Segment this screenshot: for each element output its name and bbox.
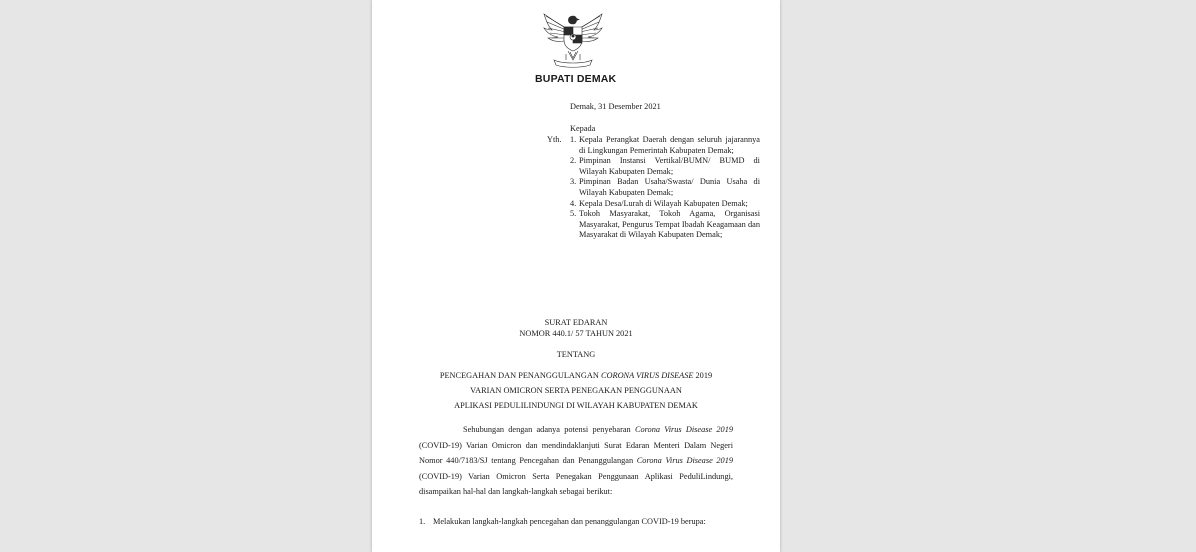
letter-date: Demak, 31 Desember 2021 bbox=[570, 102, 661, 111]
list-item bbox=[570, 199, 760, 210]
addressee-label: Kepada bbox=[570, 124, 596, 133]
paragraph-text: (COVID-19) Varian Omicron Serta Penegakan Penggunaan Aplikasi PeduliLindungi, disampaikan hal-hal dan langkah-langkah sebagai berikut: bbox=[419, 471, 733, 497]
list-item bbox=[570, 177, 760, 198]
document-type: SURAT EDARAN bbox=[544, 318, 608, 327]
paragraph-italic-text: Corona Virus Disease 2019 bbox=[634, 425, 733, 434]
list-item bbox=[570, 135, 760, 156]
list-item-text: Melakukan langkah-langkah pencegahan dan penanggulangan COVID-19 berupa: bbox=[433, 517, 706, 526]
subject-text: PENCEGAHAN DAN PENANGGULANGAN bbox=[439, 371, 601, 380]
list-item-text: Pimpinan Badan Usaha/Swasta/ Dunia Usaha di Wilayah Kabupaten Demak; bbox=[579, 177, 760, 197]
list-item-number: 3. bbox=[570, 177, 577, 187]
list-item-number: 5. bbox=[570, 209, 577, 219]
numbered-item bbox=[419, 514, 733, 530]
list-item bbox=[570, 209, 760, 241]
subject-line-2: VARIAN OMICRON SERTA PENEGAKAN PENGGUNAAN bbox=[470, 386, 682, 395]
letterhead-title: BUPATI DEMAK bbox=[535, 73, 617, 85]
subject-line-1 bbox=[372, 371, 780, 382]
list-item-number: 4. bbox=[570, 198, 577, 208]
subject-italic-text: CORONA VIRUS DISEASE bbox=[600, 371, 694, 380]
list-item-number: 1. bbox=[419, 517, 426, 526]
paragraph-text: (COVID-19) Varian Omicron dan mendindaklanjuti Surat Edaran Menteri Dalam Negeri Nomor 440/7183/SJ tentang Pencegahan dan Penanggulangan bbox=[419, 440, 733, 466]
document-number: NOMOR 440.1/ 57 TAHUN 2021 bbox=[519, 329, 633, 338]
list-item-text: Tokoh Masyarakat, Tokoh Agama, Organisasi Masyarakat, Pengurus Tempat Ibadah Keagamaan dan Masyarakat di Wilayah Kabupaten Demak; bbox=[579, 209, 760, 240]
list-item-text: Kepala Perangkat Daerah dengan seluruh jajarannya di Lingkungan Pemerintah Kabupaten Demak; bbox=[579, 135, 760, 155]
subject-line-3: APLIKASI PEDULILINDUNGI DI WILAYAH KABUPATEN DEMAK bbox=[454, 401, 698, 410]
paragraph-text: Sehubungan dengan adanya potensi penyebaran bbox=[463, 425, 635, 434]
list-item-text: Pimpinan Instansi Vertikal/BUMN/ BUMD di Wilayah Kabupaten Demak; bbox=[579, 156, 760, 176]
recipient-list bbox=[570, 135, 760, 241]
list-item bbox=[570, 156, 760, 177]
yth-label: Yth. bbox=[547, 135, 562, 144]
paragraph-italic-text: Corona Virus Disease 2019 bbox=[636, 456, 733, 466]
garuda-emblem-icon bbox=[540, 10, 606, 72]
body-paragraph bbox=[419, 422, 733, 500]
document-page bbox=[372, 0, 780, 552]
list-item-number: 2. bbox=[570, 156, 577, 166]
subject-text: 2019 bbox=[693, 371, 713, 380]
list-item-number: 1. bbox=[570, 135, 577, 144]
list-item-text: Kepala Desa/Lurah di Wilayah Kabupaten Demak; bbox=[579, 198, 748, 208]
tentang-heading: TENTANG bbox=[556, 350, 596, 359]
